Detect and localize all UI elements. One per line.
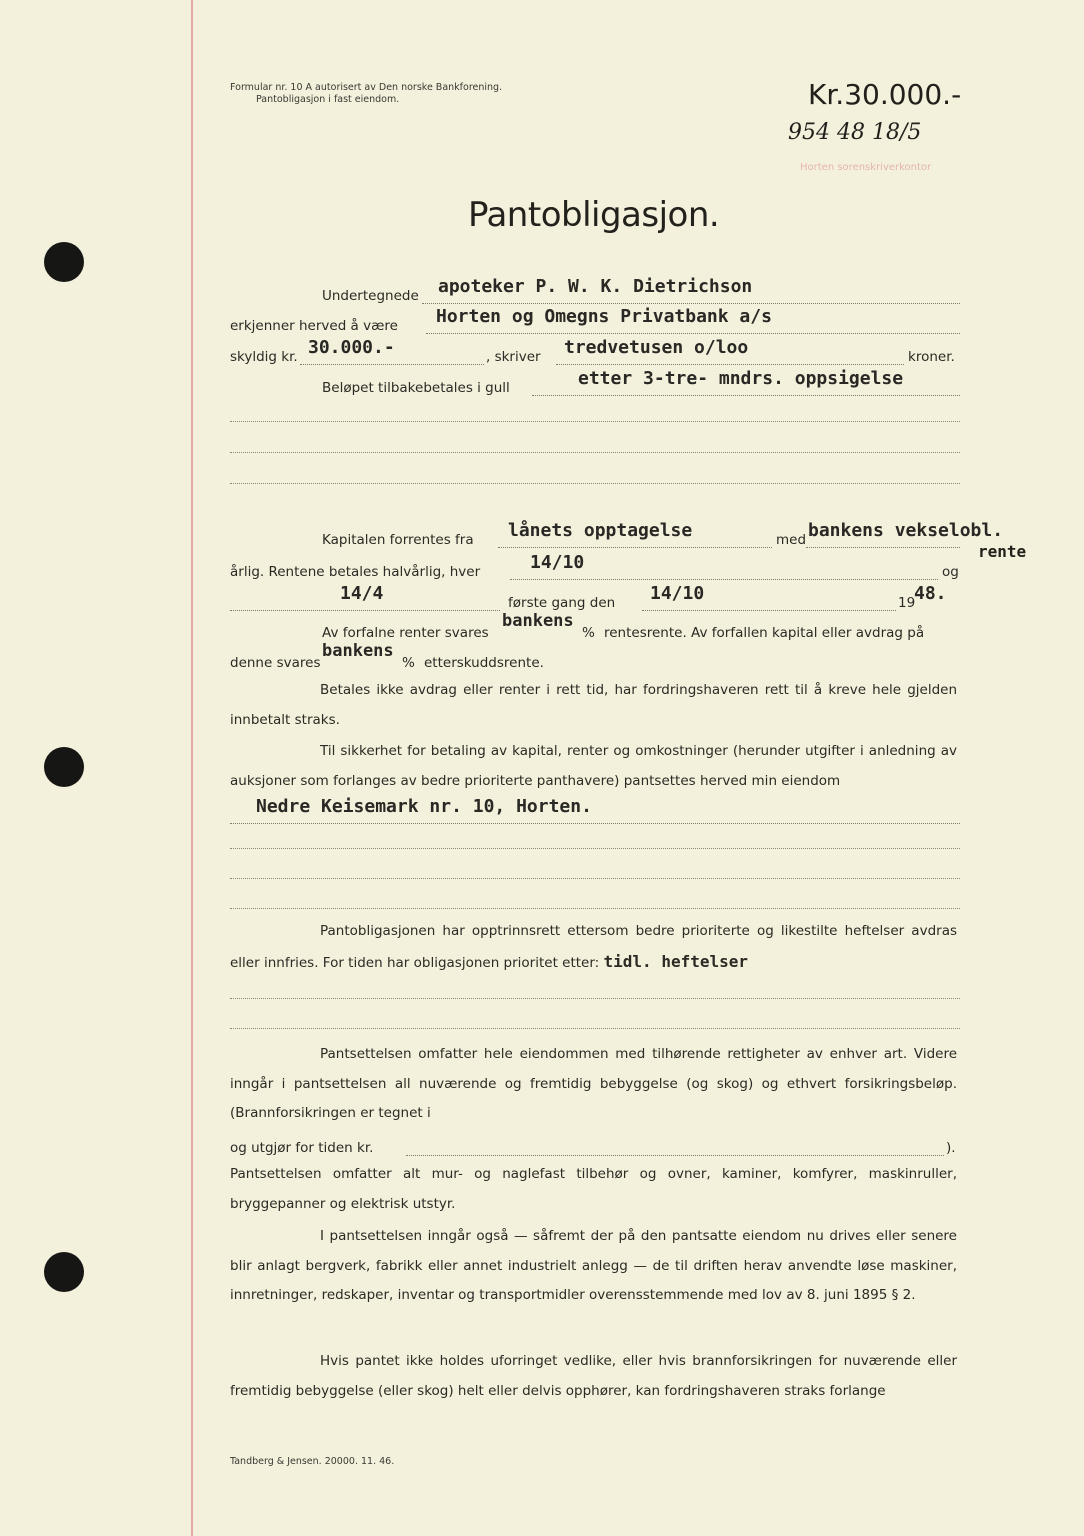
dotted-line [532,395,960,396]
punch-hole [44,1252,84,1292]
blank-line [230,878,960,879]
loan-amount: Kr.30.000.- [808,78,962,111]
blank-line [230,421,960,422]
late-interest-text: etterskuddsrente. [424,655,544,671]
repayment-label: Beløpet tilbakebetales i gull [322,380,510,396]
dotted-line [642,610,896,611]
year-prefix: 19 [898,595,916,611]
overdue-interest-value: bankens [502,611,574,631]
interest-start-row [230,520,1004,550]
dotted-line [556,364,904,365]
and-label: og [942,564,959,580]
dotted-line [498,547,772,548]
registration-reference: 954 48 18/5 [788,120,922,145]
office-stamp: Horten sorenskriverkontor [800,162,932,173]
dotted-line [510,579,938,580]
creditor-value: Horten og Omegns Privatbank a/s [436,306,772,327]
interest-date-label: årlig. Rentene betales halvårlig, hver [230,564,481,580]
industry-clause: I pantsettelsen inngår også — såfremt der på den pantsatte eiendom nu drives eller senere blir anlagt bergverk, fabrikk eller annet industrielt anlegg — de til driften herav anvendte løse maskiner, innretninger, redskaper, inventar og transportmidler overensstemmende med lov av 8. juni 1895 § 2. [230,1228,957,1303]
debtor-label: Undertegnede [322,288,419,304]
dotted-line [230,610,500,611]
creditor-row [230,306,960,336]
written-value: tredvetusen o/loo [564,337,749,358]
dotted-line [806,547,960,548]
dotted-line [422,303,960,304]
dotted-line [230,823,960,824]
overdue-interest-row [230,611,960,643]
dotted-line [406,1155,944,1156]
debt-label: skyldig kr. [230,349,298,365]
debt-row [230,337,960,367]
overdue-interest-label: Av forfalne renter svares [322,625,489,641]
dotted-line [300,364,484,365]
punch-hole [44,747,84,787]
dotted-line [426,333,960,334]
printer-footer: Tandberg & Jensen. 20000. 11. 46. [230,1456,395,1467]
repayment-value: etter 3-tre- mndrs. oppsigelse [578,368,904,389]
late-interest-label: denne svares [230,655,321,671]
rate-value: bankens vekselobl. [808,520,1004,541]
interest-start-value: lånets opptagelse [508,520,693,541]
default-clause: Betales ikke avdrag eller renter i rett tid, har fordringshaveren rett til å kreve hele gjelden innbetalt straks. [230,682,957,728]
insurance-row [230,1132,960,1158]
priority-value: tidl. heftelser [603,951,749,971]
security-clause: Til sikkerhet for betaling av kapital, renter og omkostninger (herunder utgifter i anledning av auksjoner som forlanges av bedre prioriterte panthavere) pantsettes herved min eiendom [230,743,957,789]
late-interest-row [230,641,960,673]
creditor-label: erkjenner herved å være [230,318,398,334]
first-payment-label: første gang den [508,595,616,611]
blank-line [230,483,960,484]
repayment-row [230,368,960,398]
interest-date-row [230,552,960,582]
interest-date-value: 14/10 [530,552,585,573]
second-date-value: 14/4 [340,583,384,604]
form-line-1: Formular nr. 10 A autorisert av Den norske Bankforening. [230,82,503,93]
percent-sign: % [402,655,415,671]
percent-sign: % [582,625,595,641]
margin-line [191,0,193,1536]
property-value: Nedre Keisemark nr. 10, Horten. [256,796,592,817]
rate-suffix: rente [978,542,1027,561]
blank-line [230,452,960,453]
debtor-value: apoteker P. W. K. Dietrichson [438,276,753,297]
priority-clause: Pantobligasjonen har opptrinnsrett ettersom bedre prioriterte og likestilte heftelser avdras eller innfries. For tiden har obligasjonen prioritet etter: tidl. heftelser [230,923,957,971]
form-line-2: Pantobligasjon i fast eiendom. [256,94,400,105]
scope-clause: Pantsettelsen omfatter hele eiendommen med tilhørende rettigheter av enhver art. Videre inngår i pantsettelsen all nuværende og fremtidig bebyggelse (og skog) og ethvert forsikringsbeløp. (Brannforsikringen er tegnet i [230,1046,957,1121]
property-row [230,796,960,826]
blank-line [230,848,960,849]
written-label: , skriver [486,349,541,365]
blank-line [230,908,960,909]
first-payment-value: 14/10 [650,583,705,604]
maintenance-clause: Hvis pantet ikke holdes uforringet vedlike, eller hvis brannforsikringen for nuværende eller fremtidig bebyggelse (eller skog) helt eller delvis opphører, kan fordringshaveren straks forlange [230,1353,957,1399]
overdue-interest-text: rentesrente. Av forfallen kapital eller avdrag på [604,625,925,641]
fixtures-clause: Pantsettelsen omfatter alt mur- og naglefast tilbehør og ovner, kaminer, komfyrer, maskinruller, bryggepanner og elektrisk utstyr. [230,1166,957,1212]
first-payment-row [230,583,960,613]
blank-line [230,998,960,999]
punch-hole [44,242,84,282]
late-interest-value: bankens [322,641,394,661]
debt-value: 30.000.- [308,337,395,358]
blank-line [230,1028,960,1029]
insurance-end: ). [946,1140,956,1156]
rate-label: med [776,532,807,548]
interest-start-label: Kapitalen forrentes fra [322,532,474,548]
kroner-label: kroner. [908,349,955,365]
document-title: Pantobligasjon. [468,195,720,235]
debtor-row [230,276,960,306]
year-value: 48. [914,583,947,604]
insurance-label: og utgjør for tiden kr. [230,1140,374,1156]
